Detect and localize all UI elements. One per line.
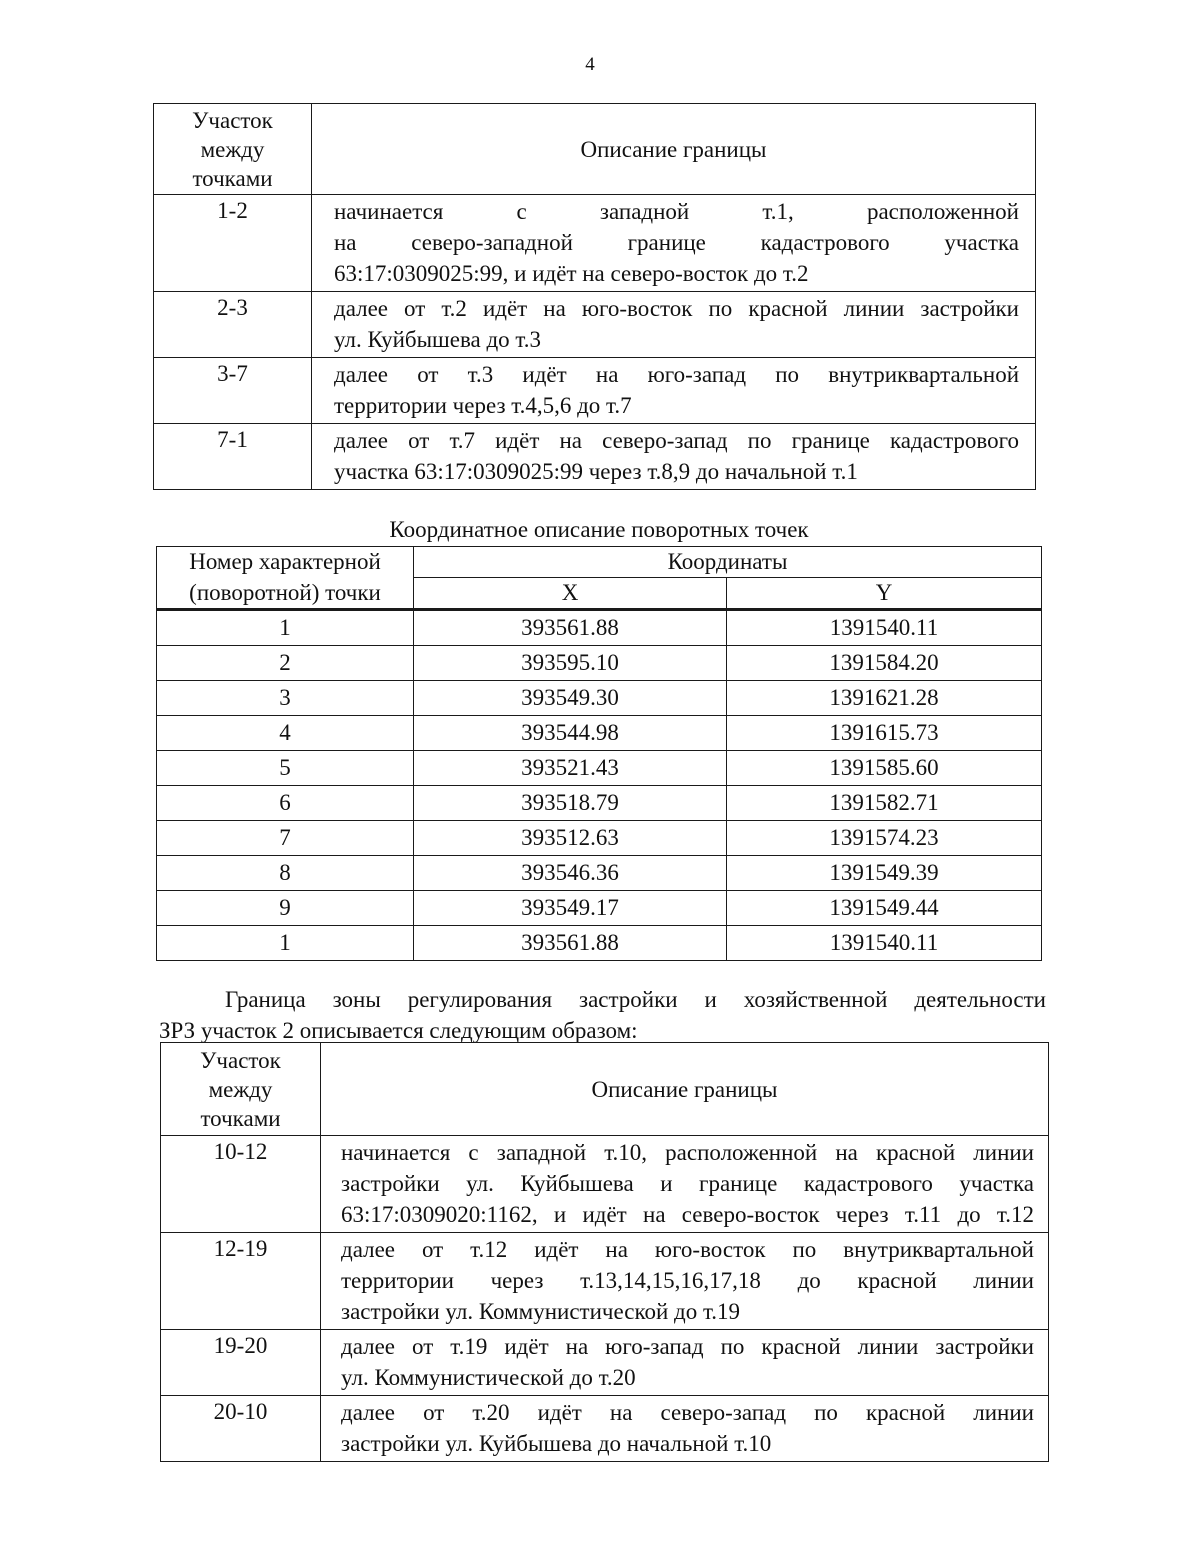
- table-row: [161, 1396, 1049, 1462]
- description-cell: [321, 1136, 1049, 1233]
- header-coordinates: Координаты: [414, 547, 1042, 578]
- description-line: территории через т.13,14,15,16,17,18 до красной линии: [341, 1268, 1034, 1293]
- description-line: начинается с западной т.10, расположенной на красной линии: [341, 1140, 1034, 1165]
- header-x: X: [414, 578, 727, 610]
- table-row: [157, 926, 1042, 961]
- segment-cell: 10-12: [161, 1136, 321, 1233]
- header-segment-cell: [154, 104, 312, 195]
- x-cell: 393521.43: [414, 751, 727, 786]
- x-cell: 393544.98: [414, 716, 727, 751]
- y-cell: 1391549.39: [727, 856, 1042, 891]
- header-y: Y: [727, 578, 1042, 610]
- header-point-number-line2: (поворотной) точки: [157, 578, 414, 610]
- y-cell: 1391582.71: [727, 786, 1042, 821]
- segment-cell: 19-20: [161, 1330, 321, 1396]
- header-description-cell: Описание границы: [321, 1043, 1049, 1136]
- table-row: [161, 1330, 1049, 1396]
- header-segment-line: Участок: [200, 1048, 281, 1073]
- x-cell: 393595.10: [414, 646, 727, 681]
- description-cell: [312, 358, 1036, 424]
- description-cell: [321, 1330, 1049, 1396]
- boundary-description-table-1: [153, 103, 1036, 490]
- table-row: [157, 821, 1042, 856]
- table-row: [157, 610, 1042, 646]
- table-header-row: [157, 578, 1042, 610]
- y-cell: 1391621.28: [727, 681, 1042, 716]
- y-cell: 1391574.23: [727, 821, 1042, 856]
- x-cell: 393512.63: [414, 821, 727, 856]
- y-cell: 1391540.11: [727, 926, 1042, 961]
- description-line: застройки ул. Куйбышева и границе кадастрового участка: [341, 1171, 1034, 1196]
- table-row: [154, 358, 1036, 424]
- description-line: начинается с западной т.1, расположенной: [334, 199, 1019, 224]
- point-number-cell: 4: [157, 716, 414, 751]
- header-description-cell: Описание границы: [312, 104, 1036, 195]
- segment-cell: 20-10: [161, 1396, 321, 1462]
- point-number-cell: 2: [157, 646, 414, 681]
- header-segment-line: точками: [192, 166, 273, 191]
- point-number-cell: 6: [157, 786, 414, 821]
- y-cell: 1391549.44: [727, 891, 1042, 926]
- paragraph-line: Граница зоны регулирования застройки и хозяйственной деятельности: [225, 987, 1046, 1012]
- table-row: [157, 646, 1042, 681]
- coordinates-table: [156, 546, 1042, 961]
- description-line: застройки ул. Коммунистической до т.19: [341, 1299, 741, 1324]
- paragraph-line: ЗРЗ участок 2 описывается следующим образом:: [159, 1018, 638, 1043]
- table-row: [157, 716, 1042, 751]
- description-line: территории через т.4,5,6 до т.7: [334, 393, 632, 418]
- table-header-row: [161, 1043, 1049, 1136]
- zone-paragraph: [159, 984, 1046, 1046]
- y-cell: 1391540.11: [727, 610, 1042, 646]
- table-row: [157, 856, 1042, 891]
- segment-cell: 7-1: [154, 424, 312, 490]
- header-segment-line: между: [200, 137, 265, 162]
- description-cell: [321, 1396, 1049, 1462]
- page-number: 4: [585, 54, 595, 75]
- table-row: [157, 891, 1042, 926]
- point-number-cell: 1: [157, 610, 414, 646]
- description-cell: [312, 195, 1036, 292]
- header-segment-cell: [161, 1043, 321, 1136]
- description-cell: [312, 424, 1036, 490]
- description-line: на северо-западной границе кадастрового участка: [334, 230, 1019, 255]
- description-line: застройки ул. Куйбышева до начальной т.10: [341, 1431, 772, 1456]
- coordinates-caption: Координатное описание поворотных точек: [389, 517, 809, 542]
- table-header-row: [154, 104, 1036, 195]
- x-cell: 393518.79: [414, 786, 727, 821]
- boundary-description-table-2: [160, 1042, 1049, 1462]
- header-segment-line: между: [208, 1077, 273, 1102]
- x-cell: 393561.88: [414, 926, 727, 961]
- point-number-cell: 8: [157, 856, 414, 891]
- header-segment-line: точками: [200, 1106, 281, 1131]
- header-segment-line: Участок: [192, 108, 273, 133]
- table-row: [157, 786, 1042, 821]
- point-number-cell: 1: [157, 926, 414, 961]
- header-point-number-line1: Номер характерной: [157, 547, 414, 578]
- y-cell: 1391585.60: [727, 751, 1042, 786]
- table-row: [154, 195, 1036, 292]
- point-number-cell: 5: [157, 751, 414, 786]
- x-cell: 393549.17: [414, 891, 727, 926]
- table-row: [157, 681, 1042, 716]
- table-row: [154, 424, 1036, 490]
- description-line: ул. Куйбышева до т.3: [334, 327, 541, 352]
- description-cell: [321, 1233, 1049, 1330]
- description-line: далее от т.20 идёт на северо-запад по красной линии: [341, 1400, 1034, 1425]
- point-number-cell: 7: [157, 821, 414, 856]
- description-line: 63:17:0309025:99, и идёт на северо-восток до т.2: [334, 261, 809, 286]
- point-number-cell: 9: [157, 891, 414, 926]
- table-row: [161, 1136, 1049, 1233]
- table-header-row: [157, 547, 1042, 578]
- x-cell: 393561.88: [414, 610, 727, 646]
- table-row: [154, 292, 1036, 358]
- y-cell: 1391584.20: [727, 646, 1042, 681]
- segment-cell: 1-2: [154, 195, 312, 292]
- description-line: далее от т.3 идёт на юго-запад по внутриквартальной: [334, 362, 1019, 387]
- segment-cell: 3-7: [154, 358, 312, 424]
- description-cell: [312, 292, 1036, 358]
- description-line: 63:17:0309020:1162, и идёт на северо-восток через т.11 до т.12: [341, 1202, 1034, 1227]
- description-line: далее от т.19 идёт на юго-запад по красной линии застройки: [341, 1334, 1034, 1359]
- segment-cell: 2-3: [154, 292, 312, 358]
- description-line: ул. Коммунистической до т.20: [341, 1365, 636, 1390]
- x-cell: 393546.36: [414, 856, 727, 891]
- segment-cell: 12-19: [161, 1233, 321, 1330]
- description-line: участка 63:17:0309025:99 через т.8,9 до начальной т.1: [334, 459, 858, 484]
- table-row: [161, 1233, 1049, 1330]
- x-cell: 393549.30: [414, 681, 727, 716]
- table-row: [157, 751, 1042, 786]
- description-line: далее от т.12 идёт на юго-восток по внутриквартальной: [341, 1237, 1034, 1262]
- description-line: далее от т.2 идёт на юго-восток по красной линии застройки: [334, 296, 1019, 321]
- description-line: далее от т.7 идёт на северо-запад по границе кадастрового: [334, 428, 1019, 453]
- point-number-cell: 3: [157, 681, 414, 716]
- y-cell: 1391615.73: [727, 716, 1042, 751]
